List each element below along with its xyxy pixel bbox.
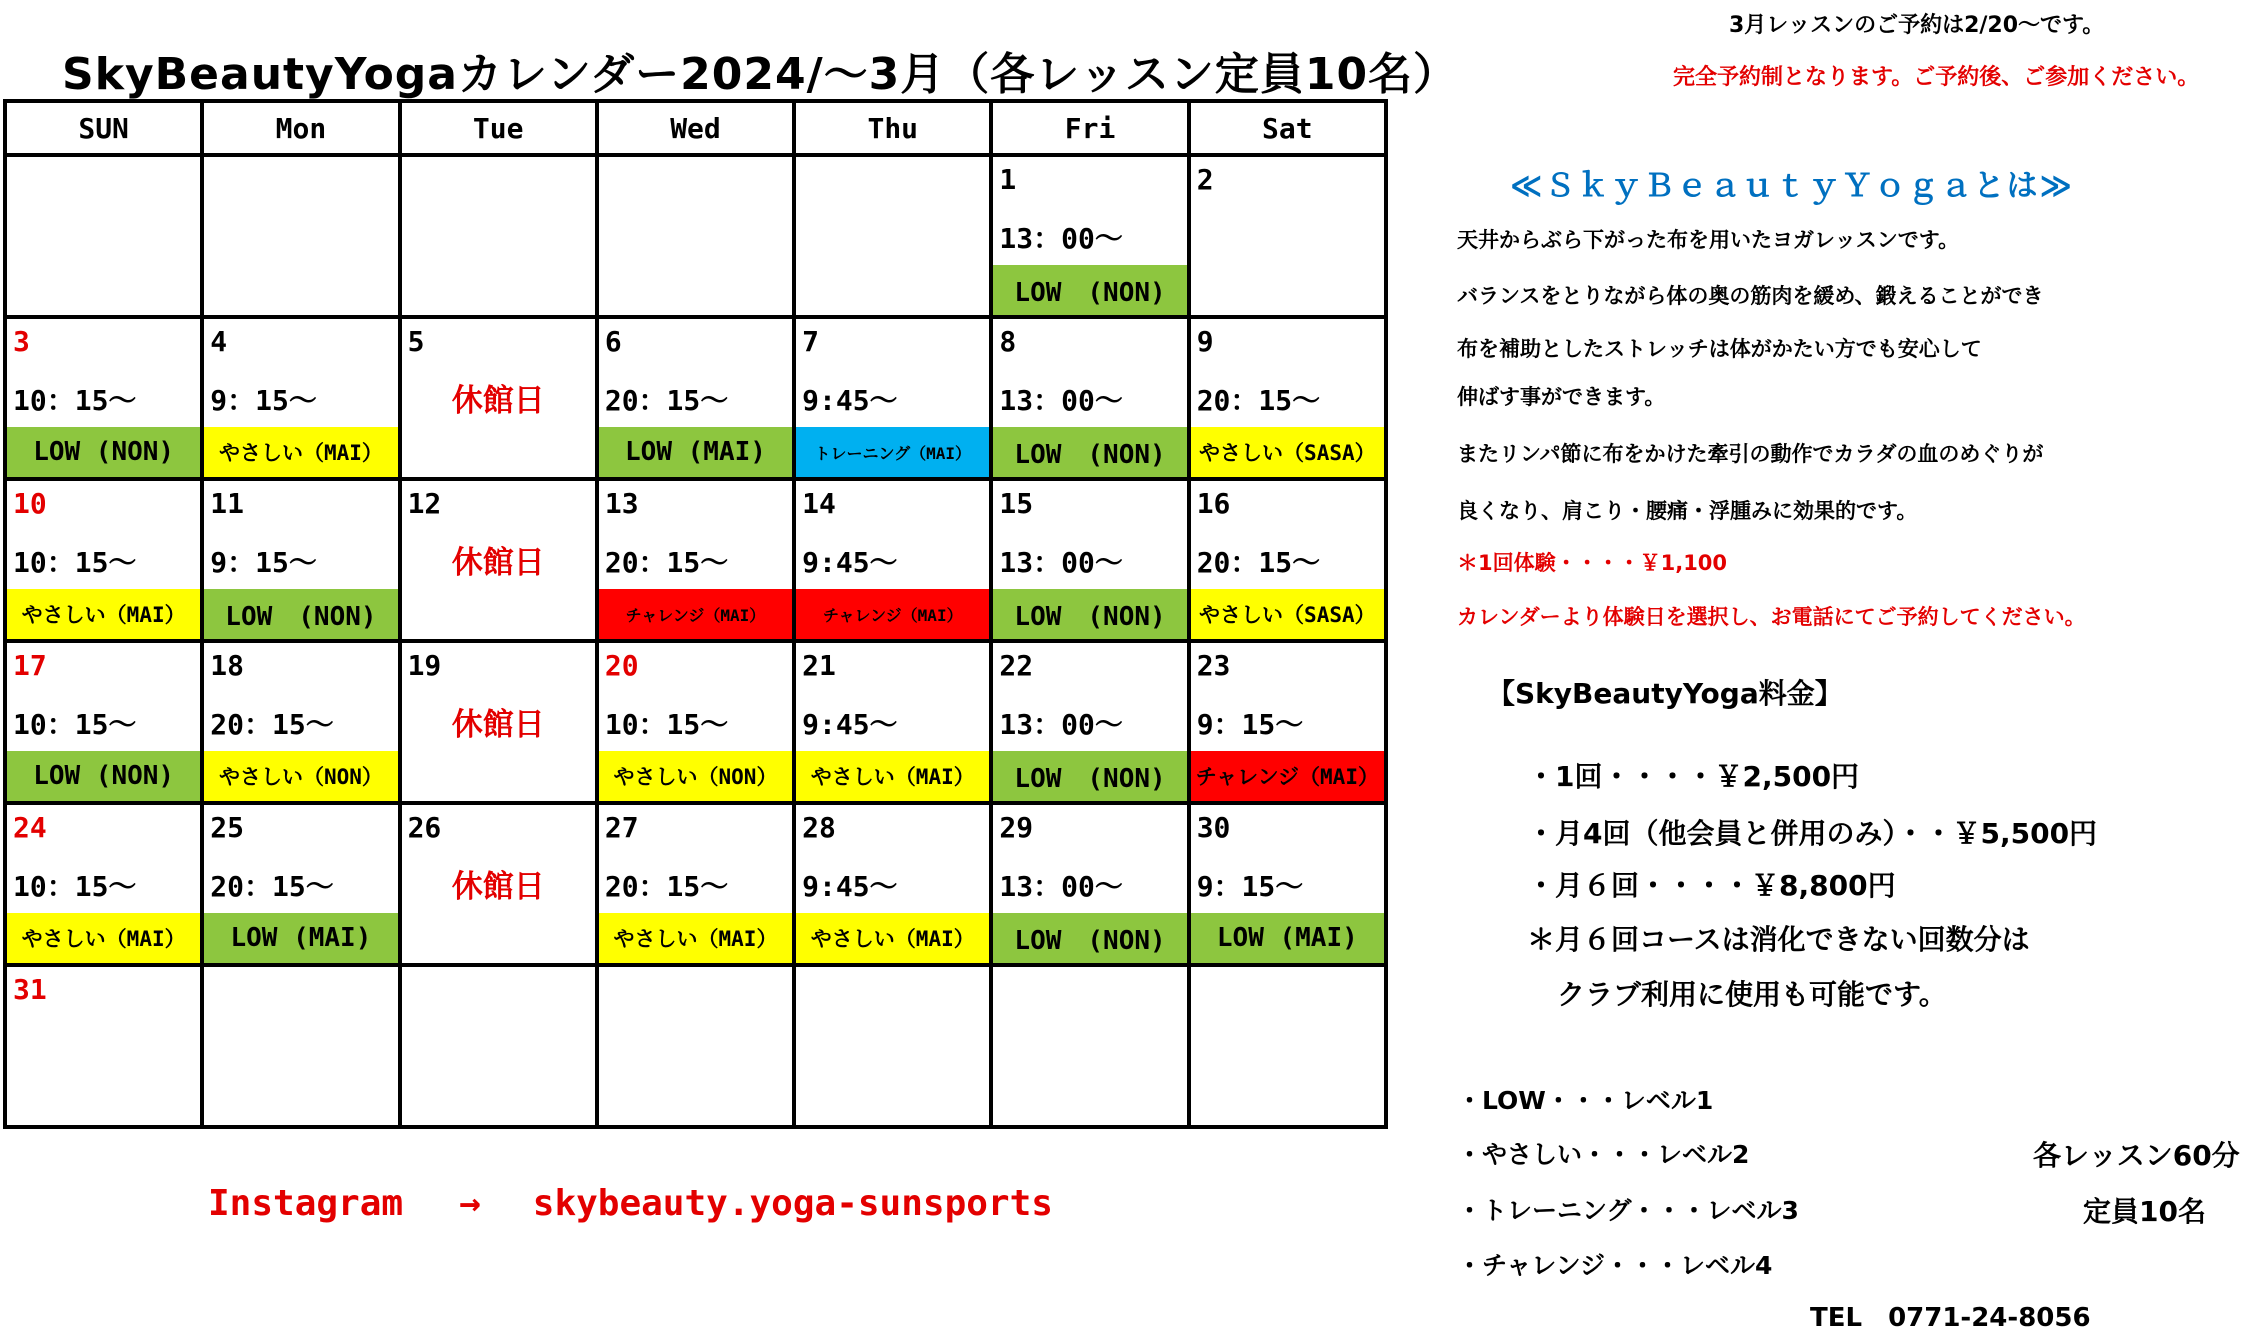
lesson-badge-low: LOW (NON) (993, 427, 1186, 477)
empty-day-cell (400, 965, 597, 1127)
course-note-line: ＊月６回コースは消化できない回数分は (1527, 923, 2030, 956)
day-number: 14 (802, 487, 836, 520)
day-number: 21 (802, 649, 836, 682)
lesson-time: 13：00～ (999, 870, 1123, 903)
lesson-badge-low: LOW (MAI) (1191, 913, 1384, 963)
calendar-week-row (5, 641, 1386, 803)
phone-number: TEL 0771-24-8056 (1810, 1303, 2091, 1333)
lesson-badge-yasashii: やさしい（SASA） (1191, 427, 1384, 477)
day-number: 7 (802, 325, 819, 358)
day-number: 17 (13, 649, 47, 682)
lesson-badge-low: LOW (NON) (7, 751, 200, 801)
instagram-line (208, 1183, 1053, 1224)
trial-instruction: カレンダーより体験日を選択し、お電話にてご予約してください。 (1457, 605, 2086, 629)
day-number: 10 (13, 487, 47, 520)
lesson-length: 各レッスン60分 (2033, 1139, 2240, 1172)
price-single: ・1回・・・・￥2,500円 (1527, 760, 1860, 793)
day-number: 24 (13, 811, 47, 844)
weekday-sat: Sat (1189, 101, 1386, 155)
lesson-time: 13：00～ (999, 708, 1123, 741)
lesson-time: 13：00～ (999, 222, 1123, 255)
lesson-badge-challenge: チャレンジ（MAI） (796, 589, 989, 639)
lesson-badge-low: LOW (NON) (7, 427, 200, 477)
lesson-badge-yasashii: やさしい（NON） (204, 751, 397, 801)
calendar-day-cell (1189, 641, 1386, 803)
lesson-time: 20：15～ (604, 870, 729, 903)
empty-day-cell (794, 965, 991, 1127)
lesson-capacity: 定員10名 (2083, 1195, 2206, 1228)
day-number: 25 (210, 811, 244, 844)
level-challenge: ・チャレンジ・・・レベル4 (1457, 1251, 1773, 1280)
lesson-time: 10：15～ (604, 708, 729, 741)
day-number: 4 (210, 325, 228, 358)
day-number: 9 (1196, 325, 1214, 358)
lesson-time: 20：15～ (210, 708, 334, 741)
day-number: 27 (604, 811, 639, 844)
lesson-badge-low: LOW (NON) (993, 589, 1186, 639)
lesson-badge-yasashii: やさしい（MAI） (7, 913, 200, 963)
lesson-time: 10：15～ (13, 546, 137, 579)
about-line: 天井からぶら下がった布を用いたヨガレッスンです。 (1457, 228, 1960, 252)
calendar-day-cell (400, 803, 597, 965)
lesson-badge-low: LOW (NON) (993, 751, 1186, 801)
calendar-day-cell (202, 317, 399, 479)
calendar-day-cell (1189, 317, 1386, 479)
calendar-day-cell (991, 641, 1188, 803)
lesson-badge-low: LOW (NON) (993, 913, 1186, 963)
arrow-right-icon: → (459, 1183, 481, 1224)
about-title: ≪ＳｋｙＢｅａｕｔｙＹｏｇａとは≫ (1510, 168, 2074, 204)
day-number: 22 (999, 649, 1034, 682)
lesson-time: 9:45～ (802, 870, 898, 903)
lesson-badge-low: LOW (MAI) (599, 427, 792, 477)
closed-day-label: 休館日 (451, 545, 545, 581)
day-number: 28 (802, 811, 836, 844)
calendar-day-cell (5, 479, 202, 641)
about-line: バランスをとりながら体の奥の筋肉を緩め、鍛えることができ (1457, 284, 2044, 308)
calendar-day-cell (202, 641, 399, 803)
day-number: 6 (604, 325, 622, 358)
closed-day-label: 休館日 (451, 707, 545, 743)
lesson-badge-yasashii: やさしい（MAI） (796, 913, 989, 963)
day-number: 23 (1196, 649, 1231, 682)
calendar-week-row (5, 479, 1386, 641)
lesson-time: 10：15～ (13, 708, 137, 741)
price-title: 【SkyBeautyYoga料金】 (1487, 677, 1843, 710)
lesson-time: 20：15～ (604, 384, 729, 417)
about-line: 良くなり、肩こり・腰痛・浮腫みに効果的です。 (1457, 499, 1918, 523)
about-line: 伸ばす事ができます。 (1457, 385, 1666, 409)
day-number: 29 (999, 811, 1034, 844)
about-line: 布を補助としたストレッチは体がかたい方でも安心して (1457, 337, 1982, 361)
empty-day-cell (991, 965, 1188, 1127)
calendar-week-row (5, 317, 1386, 479)
calendar-day-cell (597, 479, 794, 641)
lesson-time: 9：15～ (1196, 870, 1304, 903)
calendar-body (5, 155, 1386, 1127)
weekday-mon: Mon (202, 101, 399, 155)
calendar-day-cell (202, 803, 399, 965)
lesson-time: 20：15～ (1196, 546, 1321, 579)
lesson-time: 10：15～ (13, 870, 137, 903)
day-number: 19 (407, 649, 442, 682)
instagram-label: Instagram (208, 1183, 404, 1224)
day-number: 8 (999, 325, 1017, 358)
empty-day-cell (597, 965, 794, 1127)
weekday-fri: Fri (991, 101, 1188, 155)
empty-day-cell (202, 965, 399, 1127)
calendar-day-cell (400, 479, 597, 641)
lesson-time: 20：15～ (210, 870, 334, 903)
day-number: 26 (407, 811, 442, 844)
calendar-day-cell (597, 641, 794, 803)
day-number: 11 (210, 487, 244, 520)
calendar-day-cell (5, 803, 202, 965)
empty-day-cell (202, 155, 399, 317)
lesson-badge-challenge: チャレンジ（MAI） (599, 589, 792, 639)
lesson-badge-training: トレーニング（MAI） (796, 427, 989, 477)
weekday-tue: Tue (400, 101, 597, 155)
calendar-day-cell (5, 965, 202, 1127)
calendar-week-row (5, 965, 1386, 1127)
lesson-badge-yasashii: やさしい（MAI） (204, 427, 397, 477)
empty-day-cell (794, 155, 991, 317)
lesson-time: 9:45～ (802, 546, 898, 579)
calendar-day-cell (597, 803, 794, 965)
reservation-note: 3月レッスンのご予約は2/20～です。 (1729, 13, 2105, 38)
calendar-day-cell (1189, 803, 1386, 965)
price-monthly-4: ・月4回（他会員と併用のみ）・・￥5,500円 (1527, 817, 2098, 850)
lesson-time: 20：15～ (1196, 384, 1321, 417)
calendar-day-cell (991, 803, 1188, 965)
day-number: 2 (1196, 163, 1214, 196)
lesson-time: 9：15～ (210, 546, 317, 579)
level-low: ・LOW・・・レベル1 (1457, 1086, 1714, 1115)
calendar-day-cell (400, 317, 597, 479)
weekday-sun: SUN (5, 101, 202, 155)
calendar-day-cell (400, 641, 597, 803)
lesson-time: 9:45～ (802, 708, 898, 741)
empty-day-cell (597, 155, 794, 317)
lesson-badge-low: LOW (MAI) (204, 913, 397, 963)
day-number: 30 (1196, 811, 1231, 844)
day-number: 31 (13, 973, 47, 1006)
lesson-time: 13：00～ (999, 384, 1123, 417)
lesson-time: 9:45～ (802, 384, 898, 417)
weekday-thu: Thu (794, 101, 991, 155)
lesson-time: 10：15～ (13, 384, 137, 417)
lesson-badge-low: LOW (NON) (204, 589, 397, 639)
trial-price: ＊1回体験・・・・￥1,100 (1457, 551, 1728, 575)
day-number: 16 (1196, 487, 1231, 520)
lesson-badge-yasashii: やさしい（NON） (599, 751, 792, 801)
lesson-time: 20：15～ (604, 546, 729, 579)
calendar-day-cell (202, 479, 399, 641)
empty-day-cell (5, 155, 202, 317)
course-note-line: クラブ利用に使用も可能です。 (1557, 978, 1947, 1011)
lesson-badge-yasashii: やさしい（MAI） (599, 913, 792, 963)
day-number: 3 (13, 325, 30, 358)
calendar-week-row (5, 155, 1386, 317)
day-number: 18 (210, 649, 244, 682)
lesson-time: 9：15～ (1196, 708, 1304, 741)
calendar-day-cell (1189, 479, 1386, 641)
calendar-day-cell (794, 479, 991, 641)
reservation-system-note: 完全予約制となります。ご予約後、ご参加ください。 (1673, 65, 2200, 90)
day-number: 15 (999, 487, 1034, 520)
calendar-day-cell (597, 317, 794, 479)
day-number: 5 (407, 325, 425, 358)
day-number: 12 (407, 487, 442, 520)
calendar-day-cell (794, 803, 991, 965)
calendar-week-row (5, 803, 1386, 965)
level-yasashii: ・やさしい・・・レベル2 (1457, 1140, 1750, 1169)
lesson-badge-yasashii: やさしい（MAI） (7, 589, 200, 639)
about-line: またリンパ節に布をかけた牽引の動作でカラダの血のめぐりが (1457, 442, 2044, 466)
calendar-day-cell (5, 317, 202, 479)
calendar-day-cell (1189, 155, 1386, 317)
calendar-title: SkyBeautyYogaカレンダー2024/～3月（各レッスン定員10名） (62, 49, 1459, 100)
day-number: 1 (999, 163, 1017, 196)
empty-day-cell (1189, 965, 1386, 1127)
calendar-day-cell (991, 317, 1188, 479)
closed-day-label: 休館日 (451, 383, 545, 419)
calendar-day-cell (794, 317, 991, 479)
empty-day-cell (400, 155, 597, 317)
lesson-badge-yasashii: やさしい（SASA） (1191, 589, 1384, 639)
lesson-badge-yasashii: やさしい（MAI） (796, 751, 989, 801)
calendar-day-cell (5, 641, 202, 803)
closed-day-label: 休館日 (451, 869, 545, 905)
lesson-badge-low: LOW (NON) (993, 265, 1186, 315)
price-monthly-6: ・月６回・・・・￥8,800円 (1527, 869, 1896, 902)
lesson-time: 13：00～ (999, 546, 1123, 579)
weekday-header-row (5, 101, 1386, 155)
lesson-calendar (3, 99, 1388, 1129)
weekday-wed: Wed (597, 101, 794, 155)
day-number: 13 (604, 487, 639, 520)
calendar-day-cell (991, 479, 1188, 641)
lesson-badge-challenge: チャレンジ（MAI） (1191, 751, 1384, 801)
calendar-day-cell (991, 155, 1188, 317)
day-number: 20 (604, 649, 639, 682)
instagram-handle: skybeauty.yoga-sunsports (532, 1183, 1053, 1224)
lesson-time: 9：15～ (210, 384, 317, 417)
calendar-day-cell (794, 641, 991, 803)
level-training: ・トレーニング・・・レベル3 (1457, 1196, 1799, 1225)
